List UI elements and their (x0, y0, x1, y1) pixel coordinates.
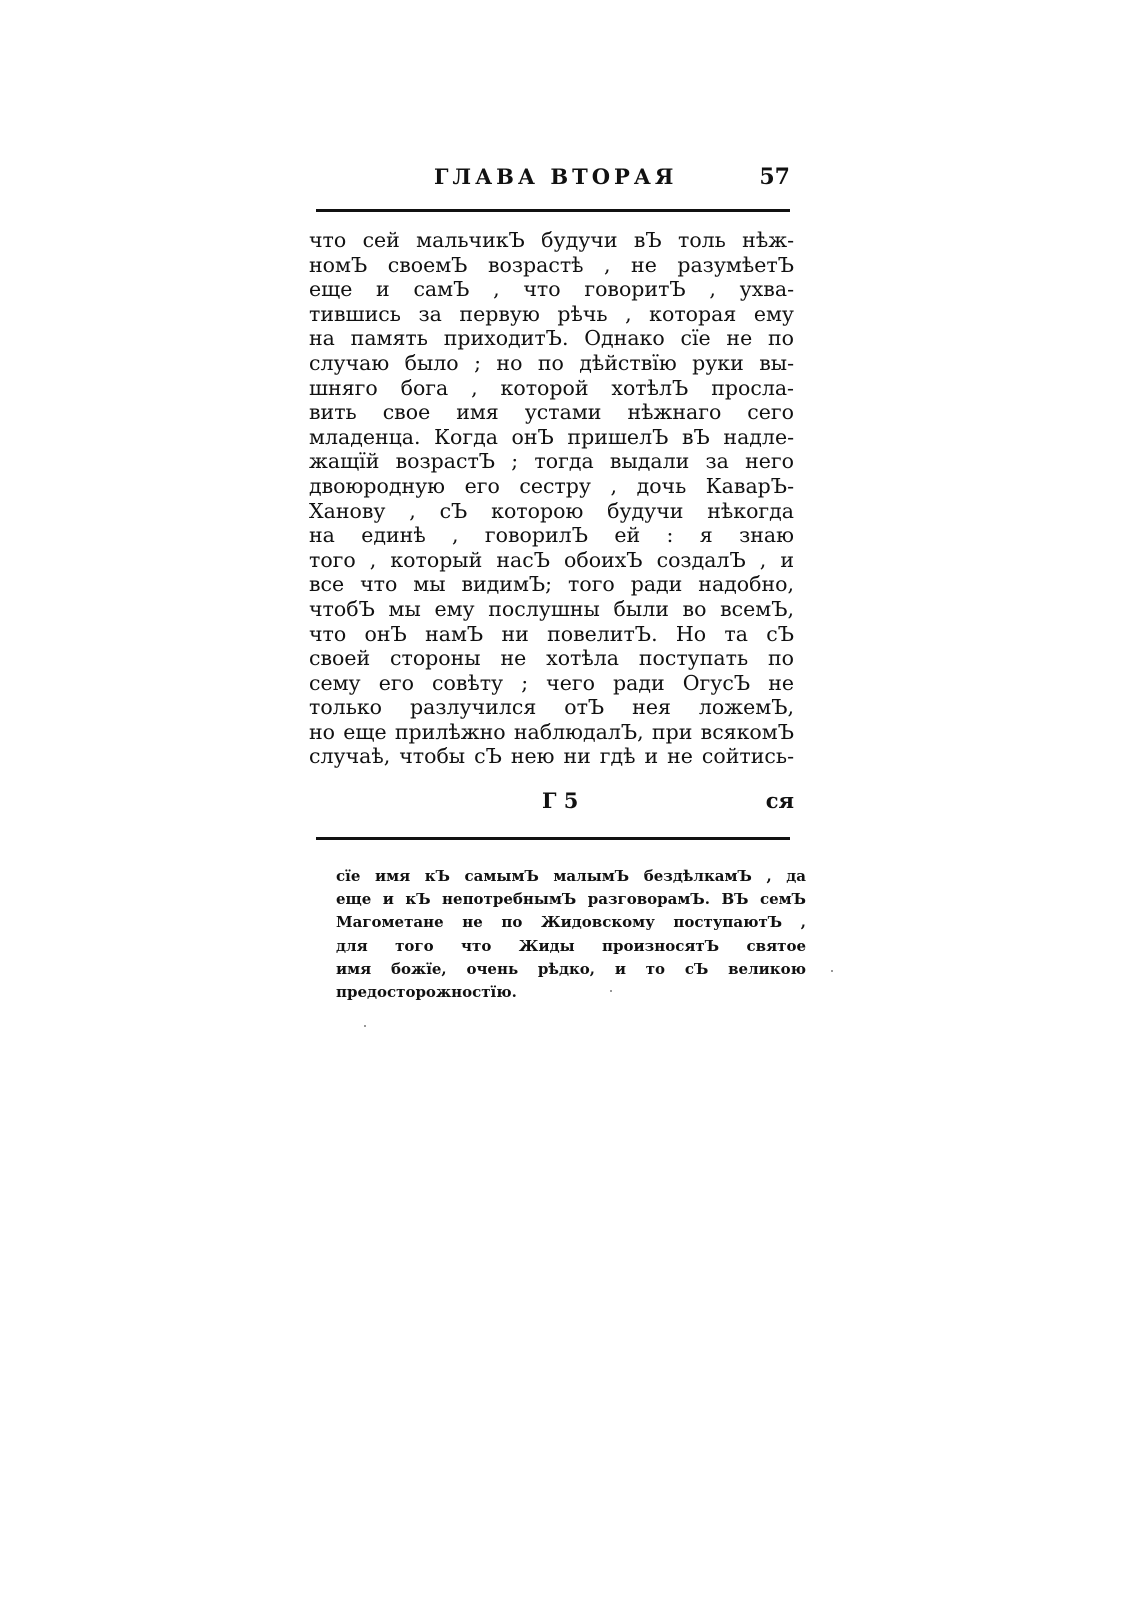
body-line: все что мы видимЪ; того ради надобно, (309, 572, 794, 597)
body-line: младенца. Когда онЪ пришелЪ вЪ надле- (309, 424, 794, 449)
body-line: на память приходитЪ. Однако сїе не по (309, 326, 794, 351)
body-line: на единѣ , говорилЪ ей : я знаю (309, 523, 794, 548)
signature-line (309, 788, 794, 816)
body-line: шняго бога , которой хотѣлЪ просла- (309, 375, 794, 400)
body-line: случаю было ; но по дѣйствїю руки вы- (309, 350, 794, 375)
footnote (336, 865, 806, 1004)
header-rule (316, 209, 790, 212)
body-line: своей стороны не хотѣла поступать по (309, 646, 794, 671)
body-line: чтобЪ мы ему послушны были во всемЪ, (309, 596, 794, 621)
footnote-rule (316, 837, 790, 840)
footnote-line: Магометане не по Жидовскому поступаютЪ , (336, 913, 806, 932)
page-header (316, 164, 790, 204)
paper-speck (831, 970, 833, 972)
body-line: двоюродную его сестру , дочь КаварЪ- (309, 473, 794, 498)
body-line: еще и самЪ , что говоритЪ , ухва- (309, 277, 794, 302)
body-line: вить свое имя устами нѣжнаго сего (309, 400, 794, 425)
body-line: сему его совѣту ; чего ради ОгусЪ не (309, 670, 794, 695)
body-line: что сей мальчикЪ будучи вЪ толь нѣж- (309, 228, 794, 252)
catchword: ся (765, 788, 794, 813)
signature-mark: Г 5 (542, 788, 579, 813)
body-line: тившись за первую рѣчь , которая ему (309, 301, 794, 326)
footnote-line: имя божїе, очень рѣдко, и то сЪ великою (336, 959, 806, 978)
paper-speck (364, 1025, 366, 1027)
footnote-line: еще и кЪ непотребнымЪ разговорамЪ. ВЪ семЪ (336, 890, 806, 909)
footnote-line: для того что Жиды произносятЪ святое (336, 936, 806, 955)
body-line: но еще прилѣжно наблюдалЪ, при всякомЪ (309, 719, 794, 744)
body-line: только разлучился отЪ нея ложемЪ, (309, 695, 794, 720)
footnote-line: предосторожностїю. (336, 982, 517, 1001)
body-line: номЪ своемЪ возрастѣ , не разумѣетЪ (309, 252, 794, 277)
body-line: того , который насЪ обоихЪ создалЪ , и (309, 547, 794, 572)
running-title: ГЛАВА ВТОРАЯ (434, 164, 678, 189)
paper-speck (610, 990, 612, 992)
body-line: Ханову , сЪ которою будучи нѣкогда (309, 498, 794, 523)
page-number: 57 (759, 164, 790, 190)
body-line: жащїй возрастЪ ; тогда выдали за него (309, 449, 794, 474)
body-line: что онЪ намЪ ни повелитЪ. Но та сЪ (309, 621, 794, 646)
footnote-line: сїе имя кЪ самымЪ малымЪ бездѣлкамЪ , да (336, 867, 806, 885)
body-text (309, 228, 794, 769)
body-line: случаѣ, чтобы сЪ нею ни гдѣ и не сойтись- (309, 744, 794, 769)
